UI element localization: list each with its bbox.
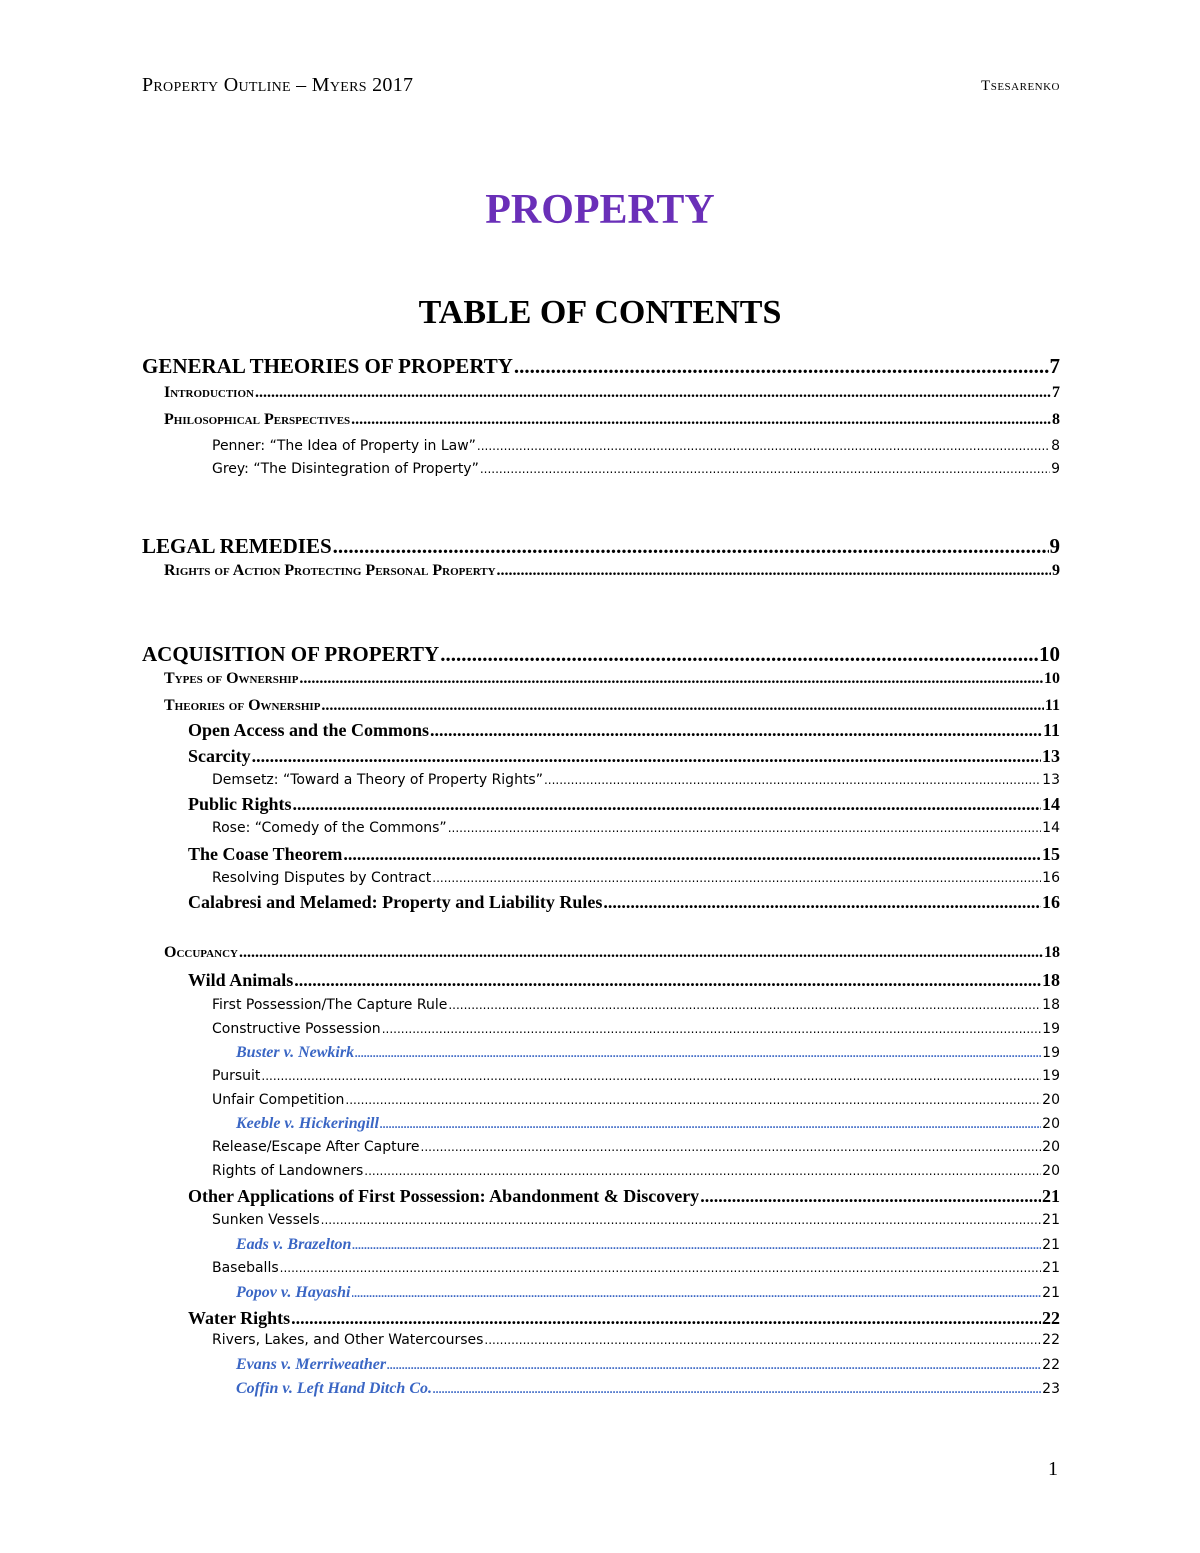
toc-entry-label: Baseballs <box>212 1260 279 1276</box>
toc-dot-leader <box>700 1186 1041 1207</box>
toc-entry-page: 18 <box>1044 944 1060 961</box>
toc-entry-page: 19 <box>1042 1045 1060 1061</box>
toc-entry[interactable] <box>188 970 1060 991</box>
toc-entry-page: 21 <box>1042 1186 1060 1206</box>
toc-dot-leader <box>387 1358 1041 1373</box>
toc-entry-label: Water Rights <box>188 1308 291 1328</box>
toc-entry-label: Coffin v. Left Hand Ditch Co. <box>236 1380 432 1397</box>
toc-entry-label: The Coase Theorem <box>188 844 343 864</box>
page-number: 1 <box>1048 1458 1058 1480</box>
toc-dot-leader <box>351 411 1051 429</box>
toc-entry-label: Wild Animals <box>188 970 294 990</box>
toc-entry-page: 9 <box>1052 562 1060 579</box>
toc-entry[interactable] <box>188 844 1060 865</box>
toc-entry-page: 8 <box>1051 438 1060 454</box>
toc-entry-label: Penner: “The Idea of Property in Law” <box>212 438 476 454</box>
toc-entry-label: Sunken Vessels <box>212 1212 320 1228</box>
toc-entry-page: 19 <box>1042 1021 1060 1037</box>
toc-dot-leader <box>321 1213 1042 1227</box>
toc-dot-leader <box>255 384 1051 402</box>
toc-entry[interactable] <box>212 1163 1060 1179</box>
toc-entry[interactable] <box>164 670 1060 688</box>
toc-entry-label: ACQUISITION OF PROPERTY <box>142 642 440 666</box>
toc-entry[interactable] <box>188 1308 1060 1329</box>
toc-entry[interactable] <box>188 892 1060 913</box>
toc-entry-page: 20 <box>1042 1092 1060 1108</box>
toc-heading: TABLE OF CONTENTS <box>418 294 782 331</box>
toc-entry[interactable] <box>212 438 1060 454</box>
toc-entry-page: 10 <box>1044 670 1060 687</box>
toc-entry[interactable] <box>164 697 1060 715</box>
toc-dot-leader <box>484 1333 1041 1347</box>
toc-entry[interactable] <box>236 1115 1060 1133</box>
toc-entry-label: Philosophical Perspectives <box>164 411 351 428</box>
toc-entry-label: Rights of Action Protecting Personal Property <box>164 562 496 579</box>
toc-dot-leader <box>293 794 1041 815</box>
toc-entry-label: Unfair Competition <box>212 1092 345 1108</box>
running-header-title: Property Outline – Myers 2017 <box>142 74 414 96</box>
toc-dot-leader <box>448 821 1041 835</box>
toc-entry-label: LEGAL REMEDIES <box>142 534 332 558</box>
toc-entry[interactable] <box>142 642 1060 667</box>
toc-entry-label: Theories of Ownership <box>164 697 321 714</box>
toc-entry[interactable] <box>164 411 1060 429</box>
toc-dot-leader <box>497 562 1051 580</box>
toc-entry-label: Eads v. Brazelton <box>236 1236 352 1253</box>
toc-entry-label: Scarcity <box>188 746 251 766</box>
toc-entry-page: 10 <box>1039 642 1060 666</box>
toc-entry[interactable] <box>236 1044 1060 1062</box>
toc-entry-page: 22 <box>1042 1308 1060 1328</box>
toc-entry-page: 19 <box>1042 1068 1060 1084</box>
toc-entry-page: 15 <box>1042 844 1060 864</box>
toc-entry-page: 21 <box>1042 1285 1060 1301</box>
toc-entry-page: 14 <box>1042 820 1060 836</box>
toc-entry[interactable] <box>212 461 1060 477</box>
toc-dot-leader <box>352 1238 1041 1253</box>
toc-entry-label: Evans v. Merriweather <box>236 1356 387 1373</box>
toc-entry[interactable] <box>142 534 1060 559</box>
toc-entry-page: 18 <box>1042 970 1060 990</box>
toc-entry[interactable] <box>164 944 1060 962</box>
document-title: PROPERTY <box>485 187 715 233</box>
toc-entry-label: Pursuit <box>212 1068 261 1084</box>
toc-dot-leader <box>352 1286 1042 1301</box>
toc-entry-label: Popov v. Hayashi <box>236 1284 351 1301</box>
toc-dot-leader <box>382 1022 1041 1036</box>
toc-entry-page: 13 <box>1042 772 1060 788</box>
toc-dot-leader <box>299 670 1043 688</box>
toc-entry-page: 21 <box>1042 1237 1060 1253</box>
toc-dot-leader <box>343 844 1041 865</box>
toc-entry[interactable] <box>212 820 1060 836</box>
toc-entry-page: 20 <box>1042 1139 1060 1155</box>
toc-dot-leader <box>294 970 1041 991</box>
toc-dot-leader <box>280 1261 1042 1275</box>
toc-entry-label: Rivers, Lakes, and Other Watercourses <box>212 1332 484 1348</box>
toc-dot-leader <box>252 746 1041 767</box>
toc-dot-leader <box>440 642 1038 667</box>
toc-entry[interactable] <box>236 1284 1060 1302</box>
toc-entry-page: 22 <box>1042 1357 1060 1373</box>
toc-entry-page: 7 <box>1052 384 1060 401</box>
toc-entry[interactable] <box>164 562 1060 580</box>
running-header-author: Tsesarenko <box>981 78 1060 94</box>
toc-entry-page: 11 <box>1044 697 1060 714</box>
toc-dot-leader <box>514 354 1049 379</box>
toc-entry-page: 8 <box>1052 411 1060 428</box>
toc-entry-page: 14 <box>1042 794 1060 814</box>
toc-entry-page: 11 <box>1042 720 1060 740</box>
toc-entry[interactable] <box>236 1236 1060 1254</box>
toc-dot-leader <box>380 1117 1041 1132</box>
toc-dot-leader <box>432 871 1041 885</box>
toc-dot-leader <box>291 1308 1041 1329</box>
toc-entry-label: Other Applications of First Possession: Abandonment & Discovery <box>188 1186 700 1206</box>
toc-entry-label: Grey: “The Disintegration of Property” <box>212 461 479 477</box>
toc-dot-leader <box>421 1140 1042 1154</box>
toc-entry-label: Resolving Disputes by Contract <box>212 870 432 886</box>
toc-entry-label: Calabresi and Melamed: Property and Liability Rules <box>188 892 603 912</box>
toc-dot-leader <box>333 534 1049 559</box>
toc-dot-leader <box>321 697 1043 715</box>
toc-entry-page: 16 <box>1042 892 1060 912</box>
toc-entry-page: 9 <box>1049 534 1060 558</box>
toc-entry-page: 9 <box>1051 461 1060 477</box>
toc-entry-page: 21 <box>1042 1260 1060 1276</box>
toc-entry[interactable] <box>236 1380 1060 1398</box>
toc-dot-leader <box>433 1382 1041 1397</box>
toc-entry-page: 7 <box>1049 354 1060 378</box>
toc-entry[interactable] <box>188 1186 1060 1207</box>
toc-dot-leader <box>355 1046 1041 1061</box>
toc-entry-page: 23 <box>1042 1381 1060 1397</box>
toc-dot-leader <box>261 1069 1041 1083</box>
toc-entry[interactable] <box>188 720 1060 741</box>
toc-entry[interactable] <box>212 870 1060 886</box>
toc-entry[interactable] <box>212 997 1060 1013</box>
toc-entry-label: Public Rights <box>188 794 292 814</box>
toc-dot-leader <box>603 892 1041 913</box>
toc-entry-label: Introduction <box>164 384 254 401</box>
toc-entry-label: Rose: “Comedy of the Commons” <box>212 820 447 836</box>
toc-entry[interactable] <box>188 794 1060 815</box>
toc-entry-label: Types of Ownership <box>164 670 299 687</box>
toc-entry[interactable] <box>212 1139 1060 1155</box>
toc-entry-page: 18 <box>1042 997 1060 1013</box>
toc-dot-leader <box>480 462 1050 476</box>
toc-entry-page: 22 <box>1042 1332 1060 1348</box>
toc-dot-leader <box>544 773 1041 787</box>
toc-entry-label: Demsetz: “Toward a Theory of Property Rights” <box>212 772 543 788</box>
toc-entry-label: Release/Escape After Capture <box>212 1139 420 1155</box>
toc-entry[interactable] <box>236 1356 1060 1374</box>
toc-entry[interactable] <box>212 1260 1060 1276</box>
toc-entry-page: 13 <box>1042 746 1060 766</box>
toc-entry-page: 16 <box>1042 870 1060 886</box>
toc-entry-label: Occupancy <box>164 944 238 961</box>
toc-entry-label: First Possession/The Capture Rule <box>212 997 448 1013</box>
toc-entry[interactable] <box>212 1068 1060 1084</box>
toc-entry[interactable] <box>212 1332 1060 1348</box>
toc-entry[interactable] <box>212 1212 1060 1228</box>
toc-entry-label: Constructive Possession <box>212 1021 381 1037</box>
toc-entry[interactable] <box>164 384 1060 402</box>
toc-entry-label: Buster v. Newkirk <box>236 1044 355 1061</box>
toc-entry[interactable] <box>212 1021 1060 1037</box>
toc-entry[interactable] <box>188 746 1060 767</box>
toc-dot-leader <box>430 720 1042 741</box>
toc-entry[interactable] <box>212 1092 1060 1108</box>
toc-entry[interactable] <box>212 772 1060 788</box>
toc-entry-label: Open Access and the Commons <box>188 720 430 740</box>
toc-entry-label: Keeble v. Hickeringill <box>236 1115 379 1132</box>
toc-entry[interactable] <box>142 354 1060 379</box>
toc-dot-leader <box>477 439 1050 453</box>
toc-entry-label: GENERAL THEORIES OF PROPERTY <box>142 354 513 378</box>
toc-entry-page: 20 <box>1042 1116 1060 1132</box>
toc-entry-page: 21 <box>1042 1212 1060 1228</box>
toc-dot-leader <box>448 998 1041 1012</box>
toc-dot-leader <box>364 1164 1041 1178</box>
toc-dot-leader <box>239 944 1043 962</box>
toc-dot-leader <box>345 1093 1041 1107</box>
toc-entry-page: 20 <box>1042 1163 1060 1179</box>
toc-entry-label: Rights of Landowners <box>212 1163 364 1179</box>
